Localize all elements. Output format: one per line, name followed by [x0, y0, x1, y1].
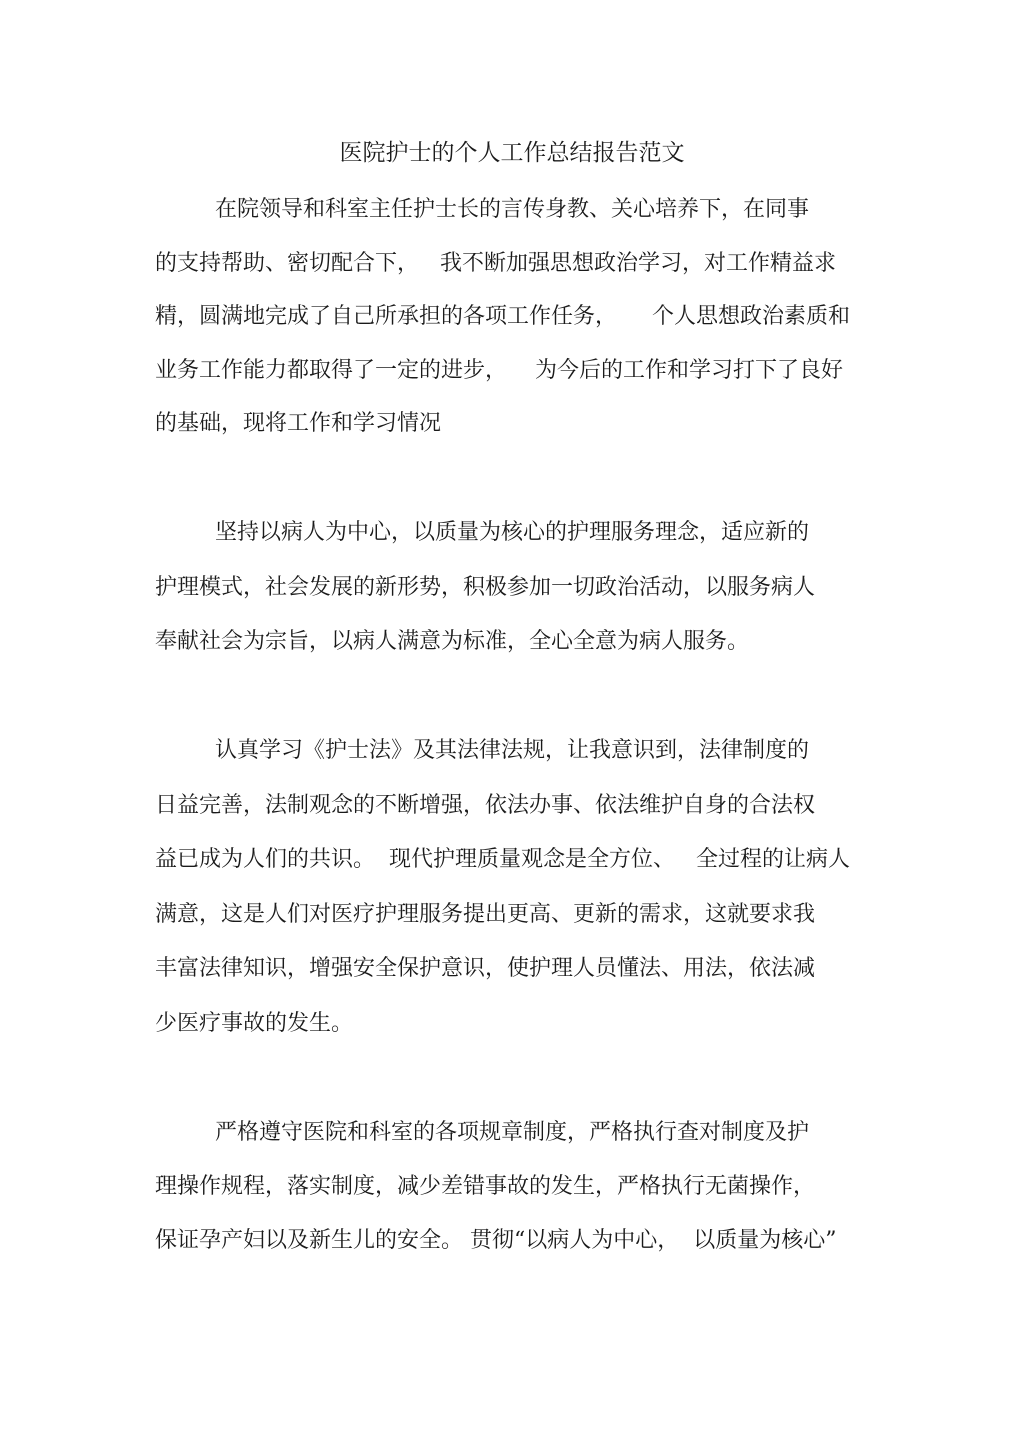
- paragraph-2-line-3: 奉献社会为宗旨，以病人满意为标准，全心全意为病人服务。: [155, 629, 750, 654]
- paragraph-1-line-4: 业务工作能力都取得了一定的进步， 为今后的工作和学习打下了良好: [155, 358, 843, 383]
- paragraph-3-line-4: 满意，这是人们对医疗护理服务提出更高、更新的需求，这就要求我: [155, 902, 816, 927]
- paragraph-3-line-6: 少医疗事故的发生。: [155, 1011, 354, 1036]
- paragraph-4-line-3: 保证孕产妇以及新生儿的安全。 贯彻“以病人为中心， 以质量为核心”: [155, 1228, 837, 1253]
- paragraph-4-line-1: 严格遵守医院和科室的各项规章制度，严格执行查对制度及护: [215, 1120, 810, 1145]
- paragraph-1-line-2: 的支持帮助、密切配合下， 我不断加强思想政治学习，对工作精益求: [155, 251, 836, 276]
- paragraph-4-line-2: 理操作规程，落实制度，减少差错事故的发生，严格执行无菌操作，: [155, 1174, 816, 1199]
- document-title: 医院护士的个人工作总结报告范文: [339, 140, 685, 166]
- paragraph-3-line-2: 日益完善，法制观念的不断增强，依法办事、依法维护自身的合法权: [155, 793, 816, 818]
- paragraph-1-line-3: 精，圆满地完成了自己所承担的各项工作任务， 个人思想政治素质和: [155, 304, 850, 329]
- paragraph-2-line-2: 护理模式，社会发展的新形势，积极参加一切政治活动，以服务病人: [155, 575, 816, 600]
- paragraph-3-line-1: 认真学习《护士法》及其法律法规，让我意识到，法律制度的: [215, 738, 810, 763]
- paragraph-1-line-5: 的基础，现将工作和学习情况: [155, 411, 442, 436]
- paragraph-3-line-3: 益已成为人们的共识。 现代护理质量观念是全方位、 全过程的让病人: [155, 847, 850, 872]
- paragraph-3-line-5: 丰富法律知识，增强安全保护意识，使护理人员懂法、用法，依法减: [155, 956, 816, 981]
- paragraph-1-line-1: 在院领导和科室主任护士长的言传身教、关心培养下，在同事: [215, 197, 810, 222]
- paragraph-2-line-1: 坚持以病人为中心，以质量为核心的护理服务理念，适应新的: [215, 520, 810, 545]
